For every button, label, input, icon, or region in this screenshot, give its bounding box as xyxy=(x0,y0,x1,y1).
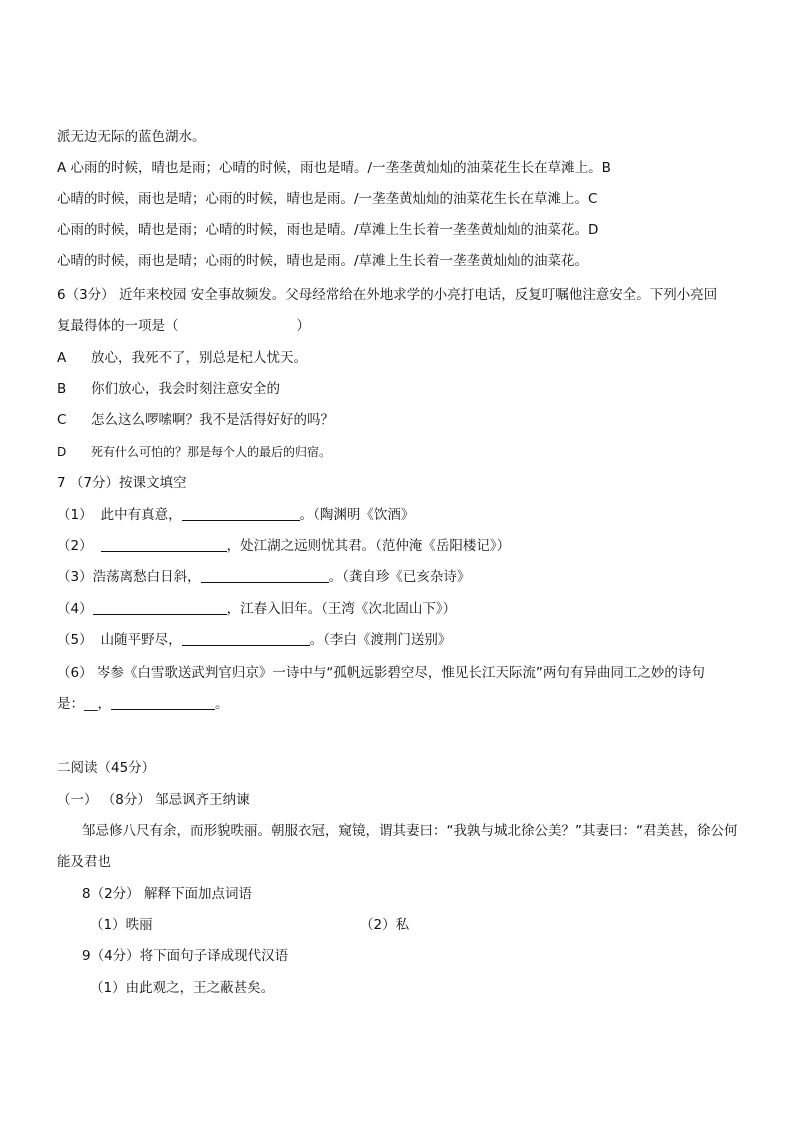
fill-blank[interactable] xyxy=(182,631,310,646)
fill-blank[interactable] xyxy=(101,537,227,552)
fill-blank[interactable] xyxy=(111,695,215,710)
fill-blank[interactable] xyxy=(182,506,300,521)
option-b-line: 心晴的时候，雨也是晴；心雨的时候，晴也是雨。/一垄垄黄灿灿的油菜花生长在草滩上。C xyxy=(57,191,598,207)
option-text: 死有什么可怕的？那是每个人的最后的归宿。 xyxy=(91,445,332,459)
fill-item xyxy=(57,567,470,587)
item-number: （2） xyxy=(57,538,93,554)
option-letter: C xyxy=(57,412,67,428)
item-post: 。（龚自珍《已亥杂诗》 xyxy=(328,569,471,585)
text-line: 派无边无际的蓝色湖水。 xyxy=(57,129,206,145)
option-text: 放心，我死不了，别总是杞人忧天。 xyxy=(91,350,307,366)
fill-item xyxy=(57,505,414,525)
passage-paragraph-cont: 能及君也 xyxy=(57,854,111,870)
option-c-line: 心雨的时候，晴也是雨；心晴的时候，雨也是晴。/草滩上生长着一垄垄黄灿灿的油菜花。D xyxy=(57,222,599,238)
option-letter: D xyxy=(57,445,67,459)
fill-blank[interactable] xyxy=(201,568,329,583)
question-6-prompt: 复最得体的一项是（ xyxy=(57,318,179,334)
option-text: 你们放心，我会时刻注意安全的 xyxy=(91,381,280,397)
question-6-option xyxy=(57,442,331,462)
item-post: 。（李白《渡荆门送别》 xyxy=(309,632,452,648)
section-heading: 二阅读（45分） xyxy=(57,760,156,776)
item-number: （4） xyxy=(57,601,93,617)
question-8-heading: 8（2分） 解释下面加点词语 xyxy=(82,886,252,902)
item-number: （1） xyxy=(57,507,93,523)
fill-item-6-line2 xyxy=(57,694,229,714)
item-number: （5） xyxy=(57,632,93,648)
option-letter: A xyxy=(57,350,67,366)
option-text: 怎么这么啰嗦啊？我不是活得好好的吗？ xyxy=(91,412,334,428)
item-pre: 此中有真意， xyxy=(100,507,182,523)
fill-blank[interactable] xyxy=(93,600,227,615)
option-d-line: 心晴的时候，雨也是晴；心雨的时候，晴也是雨。/草滩上生长着一垄垄黄灿灿的油菜花。 xyxy=(57,253,589,269)
fill-item xyxy=(57,536,510,556)
fill-item xyxy=(57,599,456,619)
question-6-line2 xyxy=(57,316,310,336)
item-post: 。 xyxy=(215,696,229,712)
passage-paragraph: 邹忌修八尺有余，而形貌昳丽。朝服衣冠，窥镜，谓其妻曰：“我孰与城北徐公美？”其妻曰：“君美甚，徐公何 xyxy=(82,823,738,839)
item-pre: 是：__， xyxy=(57,696,111,712)
fill-item xyxy=(57,630,451,650)
question-6-paren-close: ） xyxy=(296,318,310,334)
passage-title: （一） （8分） 邹忌讽齐王纳谏 xyxy=(57,792,250,808)
item-pre: 浩荡离愁白日斜， xyxy=(92,569,201,585)
question-9-item-1: （1）由此观之，王之蔽甚矣。 xyxy=(90,980,275,996)
item-pre: 山随平野尽， xyxy=(100,632,182,648)
item-post: ，处江湖之远则忧其君。（范仲淹《岳阳楼记》） xyxy=(226,538,511,554)
option-a-line: A 心雨的时候，晴也是雨；心晴的时候，雨也是晴。/一垄垄黄灿灿的油菜花生长在草滩上。B xyxy=(57,160,611,176)
question-6-option xyxy=(57,410,334,430)
fill-item-6-line1: （6） 岑参《白雪歌送武判官归京》一诗中与“孤帆远影碧空尽，惟见长江天际流”两句有异曲同工之妙的诗句 xyxy=(57,665,705,681)
option-letter: B xyxy=(57,381,67,397)
question-8-item-1: （1）昳丽 xyxy=(90,917,153,933)
question-7-heading: 7 （7分）按课文填空 xyxy=(57,475,187,491)
question-6-option xyxy=(57,348,307,368)
question-8-item-2: （2）私 xyxy=(360,917,410,933)
item-post: ，江春入旧年。（王湾《次北固山下》） xyxy=(226,601,457,617)
item-number: （3） xyxy=(57,569,93,585)
item-post: 。（陶渊明《饮酒》 xyxy=(299,507,415,523)
question-6-option xyxy=(57,379,280,399)
question-9-heading: 9（4分）将下面句子译成现代汉语 xyxy=(82,948,289,964)
question-6-line1: 6（3分） 近年来校园 安全事故频发。父母经常给在外地求学的小亮打电话，反复叮嘱他注意安全。下列小亮回 xyxy=(57,287,718,303)
